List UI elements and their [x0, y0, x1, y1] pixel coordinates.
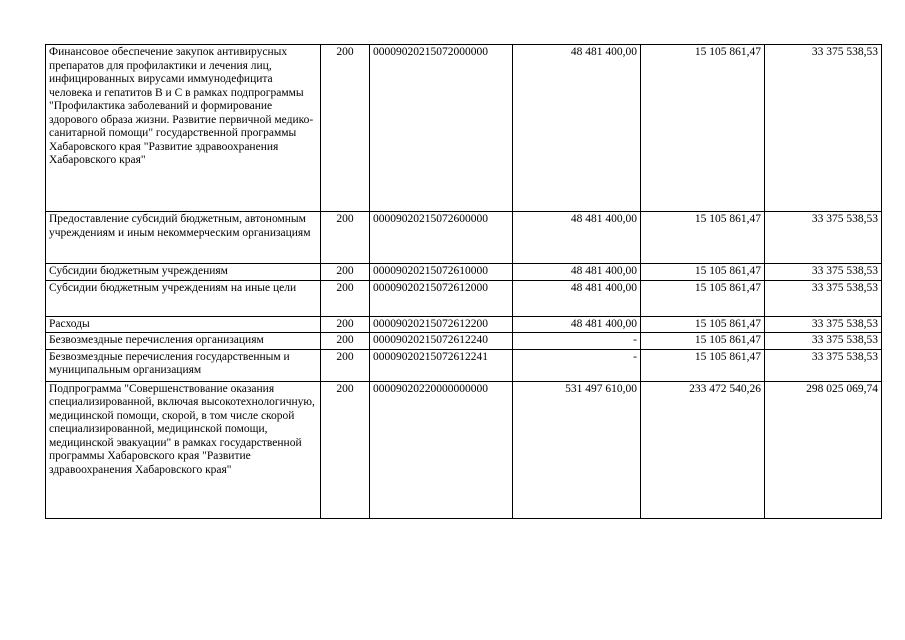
table-row — [46, 381, 882, 518]
row-approved-cell: - — [513, 333, 641, 350]
row-executed-cell: 233 472 540,26 — [641, 381, 765, 518]
table-row — [46, 212, 882, 264]
row-approved-cell: 48 481 400,00 — [513, 280, 641, 316]
row-remaining-cell: 33 375 538,53 — [765, 280, 882, 316]
row-remaining-cell: 33 375 538,53 — [765, 316, 882, 333]
table-row — [46, 264, 882, 281]
row-code-cell: 200 — [321, 264, 370, 281]
row-approved-cell: 48 481 400,00 — [513, 45, 641, 212]
row-executed-cell: 15 105 861,47 — [641, 212, 765, 264]
row-remaining-cell: 33 375 538,53 — [765, 45, 882, 212]
row-approved-cell: 48 481 400,00 — [513, 316, 641, 333]
row-approved-cell: - — [513, 349, 641, 381]
row-executed-cell: 15 105 861,47 — [641, 264, 765, 281]
row-name-cell: Безвозмездные перечисления государственным и муниципальным организациям — [46, 349, 321, 381]
row-name-cell: Расходы — [46, 316, 321, 333]
row-code-cell: 200 — [321, 349, 370, 381]
row-approved-cell: 48 481 400,00 — [513, 264, 641, 281]
table-row — [46, 45, 882, 212]
row-approved-cell: 48 481 400,00 — [513, 212, 641, 264]
row-name-cell: Предоставление субсидий бюджетным, автономным учреждениям и иным некоммерческим организациям — [46, 212, 321, 264]
row-csr-cell: 00009020215072610000 — [370, 264, 513, 281]
row-remaining-cell: 33 375 538,53 — [765, 264, 882, 281]
row-code-cell: 200 — [321, 280, 370, 316]
row-name-cell: Субсидии бюджетным учреждениям на иные цели — [46, 280, 321, 316]
row-remaining-cell: 33 375 538,53 — [765, 212, 882, 264]
row-remaining-cell: 33 375 538,53 — [765, 349, 882, 381]
row-executed-cell: 15 105 861,47 — [641, 316, 765, 333]
row-name-cell: Финансовое обеспечение закупок антивирусных препаратов для профилактики и лечения лиц, инфицированных вирусами иммунодефицита человека и гепатитов В и С в рамках подпрограммы "Профилактика заболеваний и формирование здорового образа жизни. Развитие первичной медико-санитарной помощи" государственной программы Хабаровского края "Развитие здравоохранения Хабаровского края" — [46, 45, 321, 212]
row-code-cell: 200 — [321, 381, 370, 518]
row-csr-cell: 00009020215072612241 — [370, 349, 513, 381]
row-code-cell: 200 — [321, 333, 370, 350]
table-row — [46, 280, 882, 316]
row-csr-cell: 00009020220000000000 — [370, 381, 513, 518]
table-row — [46, 349, 882, 381]
row-name-cell: Подпрограмма "Совершенствование оказания специализированной, включая высокотехнологичную, медицинской помощи, скорой, в том числе скорой специализированной, медицинской помощи, медицинской эвакуации" в рамках государственной программы Хабаровского края "Развитие здравоохранения Хабаровского края" — [46, 381, 321, 518]
budget-execution-table — [45, 44, 882, 519]
row-executed-cell: 15 105 861,47 — [641, 280, 765, 316]
row-csr-cell: 00009020215072612200 — [370, 316, 513, 333]
row-executed-cell: 15 105 861,47 — [641, 333, 765, 350]
table-row — [46, 316, 882, 333]
row-csr-cell: 00009020215072612240 — [370, 333, 513, 350]
row-csr-cell: 00009020215072600000 — [370, 212, 513, 264]
table-row — [46, 333, 882, 350]
row-code-cell: 200 — [321, 212, 370, 264]
row-name-cell: Безвозмездные перечисления организациям — [46, 333, 321, 350]
row-csr-cell: 00009020215072612000 — [370, 280, 513, 316]
row-remaining-cell: 298 025 069,74 — [765, 381, 882, 518]
row-code-cell: 200 — [321, 45, 370, 212]
row-executed-cell: 15 105 861,47 — [641, 349, 765, 381]
row-code-cell: 200 — [321, 316, 370, 333]
row-remaining-cell: 33 375 538,53 — [765, 333, 882, 350]
row-csr-cell: 00009020215072000000 — [370, 45, 513, 212]
row-executed-cell: 15 105 861,47 — [641, 45, 765, 212]
row-name-cell: Субсидии бюджетным учреждениям — [46, 264, 321, 281]
row-approved-cell: 531 497 610,00 — [513, 381, 641, 518]
